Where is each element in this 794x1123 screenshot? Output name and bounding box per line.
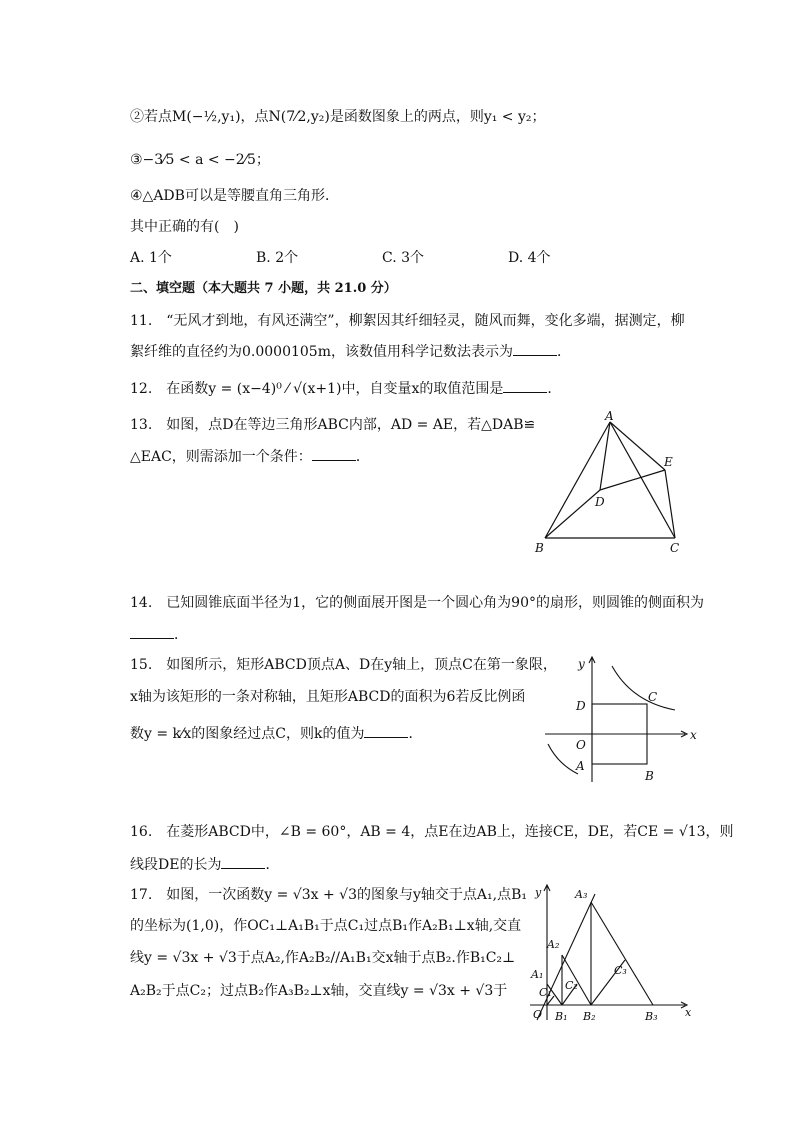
- q11-line1: 11. “无风才到地，有风还满空”，柳絮因其纤细轻灵，随风而舞，变化多端，据测定，柳: [130, 313, 685, 329]
- q10-option-d: D. 4个: [508, 250, 551, 266]
- q13-figure: [530, 410, 700, 560]
- q16-line2: 线段DE的长为 ．: [130, 854, 279, 875]
- q16-line1: 16. 在菱形ABCD中，∠B = 60°，AB = 4，点E在边AB上，连接CE，DE，若CE = √13，则: [130, 824, 734, 840]
- q17-figure: [525, 880, 700, 1025]
- q13-edge-ac: [610, 422, 675, 538]
- q10-prompt: 其中正确的有( ): [130, 219, 239, 235]
- q13-label-e: E: [664, 455, 673, 469]
- q12-line: 12. 在函数y = (x−4)⁰ ⁄ √(x+1)中，自变量x的取值范围是 ．: [130, 378, 561, 399]
- q16-answer-blank[interactable]: [221, 854, 265, 869]
- q10-item3: ③−3⁄5 < a < −2⁄5；: [130, 152, 270, 168]
- q17-label-b3: B₃: [645, 1010, 658, 1023]
- q13-label-b: B: [535, 541, 544, 555]
- q13-edge-de: [600, 470, 665, 490]
- section-2-title: 二、填空题（本大题共 7 小题，共 21.0 分）: [130, 281, 397, 296]
- q17-line3: 线y = √3x + √3于点A₂,作A₂B₂//A₁B₁交x轴于点B₂.作B₁C₂⊥: [130, 950, 516, 966]
- q17-label-a1: A₁: [531, 968, 544, 981]
- q17-label-c2: C₂: [565, 979, 578, 992]
- q13-edge-ec: [665, 470, 675, 538]
- q15-label-b: B: [645, 769, 654, 783]
- q17-line-y: [537, 894, 595, 1020]
- q13-edge-bd: [545, 490, 600, 538]
- q17-label-c3: C₃: [614, 964, 627, 977]
- q17-line2: 的坐标为(1,0)，作OC₁⊥A₁B₁于点C₁过点B₁作A₂B₁⊥x轴,交直: [130, 918, 522, 934]
- q10-option-b: B. 2个: [256, 250, 299, 266]
- q13-line1: 13. 如图，点D在等边三角形ABC内部，AD = AE，若△DAB≌: [130, 417, 536, 433]
- q17-segment-a3b3: [591, 902, 653, 1005]
- q17-label-a2: A₂: [547, 938, 560, 951]
- q14-line1: 14. 已知圆锥底面半径为1，它的侧面展开图是一个圆心角为90°的扇形，则圆锥的侧面积为: [130, 595, 704, 611]
- q12-answer-blank[interactable]: [503, 378, 547, 393]
- q11-answer-blank[interactable]: [513, 341, 557, 356]
- q15-label-x: x: [690, 728, 697, 742]
- q15-answer-blank[interactable]: [364, 723, 408, 738]
- q15-label-d: D: [576, 699, 586, 713]
- q15-figure: [540, 652, 700, 787]
- q11-line2: 絮纤维的直径约为0.0000105m，该数值用科学记数法表示为 ．: [130, 341, 571, 362]
- q17-label-o: O: [533, 1008, 543, 1021]
- q15-line1: 15. 如图所示，矩形ABCD顶点A、D在y轴上，顶点C在第一象限，: [130, 657, 557, 673]
- q15-line2: x轴为该矩形的一条对称轴，且矩形ABCD的面积为6若反比例函: [130, 689, 526, 705]
- q10-option-c: C. 3个: [382, 250, 425, 266]
- q13-label-d: D: [595, 495, 605, 509]
- q13-edge-ab: [545, 422, 610, 538]
- q10-option-a: A. 1个: [130, 250, 172, 266]
- q15-hyperbola-lower: [548, 744, 578, 774]
- q13-label-a: A: [605, 410, 614, 423]
- q10-item4: ④△ADB可以是等腰直角三角形．: [130, 188, 339, 204]
- q13-label-c: C: [670, 541, 680, 555]
- q15-label-y: y: [578, 657, 585, 671]
- q17-label-a3: A₃: [575, 888, 588, 901]
- q14-line2: ．: [130, 624, 188, 645]
- q17-line4: A₂B₂于点C₂；过点B₂作A₃B₂⊥x轴，交直线y = √3x + √3于: [130, 983, 508, 999]
- q13-edge-ae: [610, 422, 665, 470]
- q17-line1: 17. 如图，一次函数y = √3x + √3的图象与y轴交于点A₁,点B₁: [130, 887, 527, 903]
- q17-label-y: y: [535, 886, 542, 899]
- q15-label-a: A: [576, 759, 585, 773]
- q14-answer-blank[interactable]: [130, 624, 174, 639]
- q13-edge-ad: [600, 422, 610, 490]
- q13-line2: △EAC，则需添加一个条件： ．: [130, 446, 370, 467]
- q15-hyperbola-upper: [612, 666, 675, 710]
- q10-item2: ②若点M(−½,y₁)，点N(7⁄2,y₂)是函数图象上的两点，则y₁ < y₂；: [130, 109, 546, 125]
- q17-label-c1: C₁: [539, 986, 552, 999]
- q17-label-b1: B₁: [555, 1010, 568, 1023]
- q15-line3: 数y = k⁄x的图象经过点C，则k的值为 ．: [130, 723, 422, 744]
- q13-answer-blank[interactable]: [312, 446, 356, 461]
- q15-label-c: C: [648, 690, 658, 704]
- q17-label-b2: B₂: [583, 1010, 596, 1023]
- q15-label-o: O: [576, 738, 586, 752]
- q17-label-x: x: [685, 1006, 692, 1019]
